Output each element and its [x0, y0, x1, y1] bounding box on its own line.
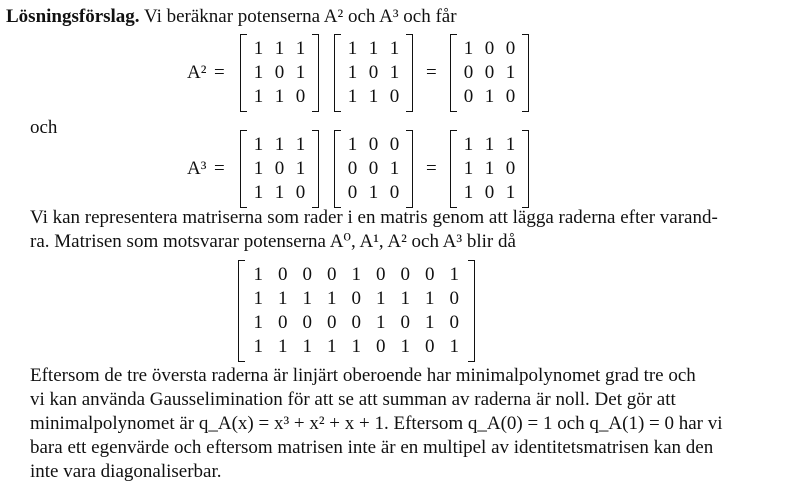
- bracket-corner: [335, 130, 341, 131]
- matrix-cell: 0: [463, 86, 474, 107]
- bracket-corner: [522, 111, 528, 112]
- eq2-matrix-b: [334, 130, 413, 208]
- bracket-corner: [406, 130, 412, 131]
- matrix-cell: 0: [295, 86, 306, 107]
- para3-line2: vi kan använda Gausselimination för att se att summan av raderna är noll. Det gör att: [30, 389, 676, 410]
- matrix-cell: 0: [389, 134, 400, 155]
- matrix-cell: 0: [302, 312, 312, 333]
- matrix-cell: 1: [295, 134, 306, 155]
- eq1-equals: =: [214, 62, 225, 83]
- matrix-cell: 1: [376, 312, 386, 333]
- power-rows-matrix: [238, 260, 475, 362]
- para3-line1: Eftersom de tre översta raderna är linjärt oberoende har minimalpolynomet grad tre och: [30, 365, 696, 386]
- matrix-cell: 1: [347, 134, 358, 155]
- eq2-matrix-a: [240, 130, 319, 208]
- matrix-cell: 0: [295, 182, 306, 203]
- matrix-cell: 0: [376, 336, 386, 357]
- matrix-cell: 0: [368, 158, 379, 179]
- matrix-cell: 1: [302, 288, 312, 309]
- bracket-corner: [468, 260, 474, 261]
- matrix-cell: 0: [351, 312, 361, 333]
- matrix-cell: 0: [347, 182, 358, 203]
- matrix-cell: 1: [274, 38, 285, 59]
- matrix-cell: 1: [295, 158, 306, 179]
- matrix-cell: 1: [347, 38, 358, 59]
- matrix-cell: 1: [505, 134, 516, 155]
- matrix-cell: 1: [347, 86, 358, 107]
- matrix-cell: 0: [389, 182, 400, 203]
- matrix-cell: 0: [484, 182, 495, 203]
- bracket-corner: [241, 34, 247, 35]
- matrix-cell: 1: [278, 288, 288, 309]
- bracket-corner: [451, 130, 457, 131]
- eq1-equals-2: =: [426, 62, 437, 83]
- matrix-cell: 1: [351, 336, 361, 357]
- bracket-corner: [312, 130, 318, 131]
- matrix-cell: 1: [484, 86, 495, 107]
- matrix-cell: 1: [253, 134, 264, 155]
- matrix-cell: 0: [463, 62, 474, 83]
- matrix-cell: 1: [463, 182, 474, 203]
- matrix-cell: 1: [400, 336, 410, 357]
- matrix-cell: 0: [449, 288, 459, 309]
- matrix-cell: 1: [463, 134, 474, 155]
- para2-line1: Vi kan representera matriserna som rader i en matris genom att lägga raderna efter varand-: [30, 207, 718, 228]
- matrix-cell: 0: [484, 62, 495, 83]
- matrix-cell: 1: [327, 288, 337, 309]
- matrix-cell: 1: [302, 336, 312, 357]
- matrix-cell: 1: [425, 312, 435, 333]
- matrix-cell: 0: [389, 86, 400, 107]
- eq1-matrix-b: [334, 34, 413, 112]
- matrix-cell: 1: [449, 264, 459, 285]
- matrix-cell: 0: [449, 312, 459, 333]
- eq1-lhs: A²: [187, 62, 207, 83]
- eq1-result-matrix: [450, 34, 529, 112]
- para3-line3: minimalpolynomet är q_A(x) = x³ + x² + x + 1. Eftersom q_A(0) = 1 och q_A(1) = 0 har vi: [30, 413, 723, 434]
- matrix-cell: 0: [274, 158, 285, 179]
- matrix-cell: 1: [274, 182, 285, 203]
- matrix-cell: 1: [253, 38, 264, 59]
- matrix-cell: 0: [376, 264, 386, 285]
- bracket-corner: [522, 34, 528, 35]
- matrix-cell: 1: [400, 288, 410, 309]
- heading-intro: Vi beräknar potenserna A² och A³ och får: [143, 6, 457, 27]
- bracket-corner: [335, 111, 341, 112]
- bracket-corner: [239, 361, 245, 362]
- matrix-cell: 1: [351, 264, 361, 285]
- para2-line2: ra. Matrisen som motsvarar potenserna A⁰, A¹, A² och A³ blir då: [30, 231, 516, 252]
- bracket-corner: [406, 111, 412, 112]
- matrix-cell: 0: [302, 264, 312, 285]
- matrix-cell: 1: [505, 62, 516, 83]
- bracket-corner: [239, 260, 245, 261]
- bracket-corner: [241, 130, 247, 131]
- para3-line4: bara ett egenvärde och eftersom matrisen inte är en multipel av identitetsmatrisen kan den: [30, 437, 714, 458]
- matrix-cell: 1: [347, 62, 358, 83]
- matrix-cell: 1: [449, 336, 459, 357]
- matrix-cell: 0: [347, 158, 358, 179]
- matrix-cell: 1: [389, 62, 400, 83]
- matrix-cell: 1: [484, 158, 495, 179]
- eq2-lhs: A³: [187, 158, 207, 179]
- matrix-cell: 0: [274, 62, 285, 83]
- matrix-cell: 1: [253, 312, 263, 333]
- matrix-cell: 0: [425, 264, 435, 285]
- para3-line5: inte vara diagonaliserbar.: [30, 461, 222, 482]
- matrix-cell: 1: [253, 86, 264, 107]
- bracket-corner: [312, 111, 318, 112]
- matrix-cell: 1: [253, 336, 263, 357]
- matrix-cell: 0: [505, 38, 516, 59]
- matrix-cell: 1: [368, 38, 379, 59]
- bracket-corner: [522, 130, 528, 131]
- matrix-cell: 1: [274, 86, 285, 107]
- matrix-cell: 1: [274, 134, 285, 155]
- matrix-cell: 0: [368, 134, 379, 155]
- matrix-cell: 1: [389, 38, 400, 59]
- matrix-cell: 1: [295, 38, 306, 59]
- connector-text: och: [30, 117, 58, 138]
- bracket-corner: [468, 361, 474, 362]
- matrix-cell: 1: [368, 182, 379, 203]
- matrix-cell: 1: [278, 336, 288, 357]
- bracket-corner: [451, 34, 457, 35]
- matrix-cell: 0: [327, 312, 337, 333]
- matrix-cell: 1: [389, 158, 400, 179]
- bracket-corner: [241, 111, 247, 112]
- matrix-cell: 1: [295, 62, 306, 83]
- bracket-corner: [312, 34, 318, 35]
- eq2-equals: =: [214, 158, 225, 179]
- matrix-cell: 0: [327, 264, 337, 285]
- matrix-cell: 0: [278, 264, 288, 285]
- matrix-cell: 1: [253, 264, 263, 285]
- matrix-cell: 1: [253, 158, 264, 179]
- matrix-cell: 1: [484, 134, 495, 155]
- bracket-corner: [451, 111, 457, 112]
- bracket-corner: [335, 34, 341, 35]
- matrix-cell: 1: [253, 288, 263, 309]
- matrix-cell: 0: [505, 158, 516, 179]
- matrix-cell: 0: [351, 288, 361, 309]
- matrix-cell: 0: [425, 336, 435, 357]
- matrix-cell: 0: [278, 312, 288, 333]
- matrix-cell: 1: [463, 158, 474, 179]
- matrix-cell: 0: [400, 264, 410, 285]
- matrix-cell: 1: [376, 288, 386, 309]
- matrix-cell: 1: [368, 86, 379, 107]
- heading-label: Lösningsförslag.: [6, 6, 140, 27]
- matrix-cell: 1: [253, 62, 264, 83]
- heading-line: [6, 5, 457, 29]
- eq2-result-matrix: [450, 130, 529, 208]
- eq2-equals-2: =: [426, 158, 437, 179]
- matrix-cell: 1: [425, 288, 435, 309]
- eq1-matrix-a: [240, 34, 319, 112]
- matrix-cell: 0: [400, 312, 410, 333]
- matrix-cell: 1: [253, 182, 264, 203]
- matrix-cell: 1: [327, 336, 337, 357]
- matrix-cell: 0: [368, 62, 379, 83]
- matrix-cell: 1: [463, 38, 474, 59]
- bracket-corner: [406, 34, 412, 35]
- matrix-cell: 1: [505, 182, 516, 203]
- matrix-cell: 0: [505, 86, 516, 107]
- matrix-cell: 0: [484, 38, 495, 59]
